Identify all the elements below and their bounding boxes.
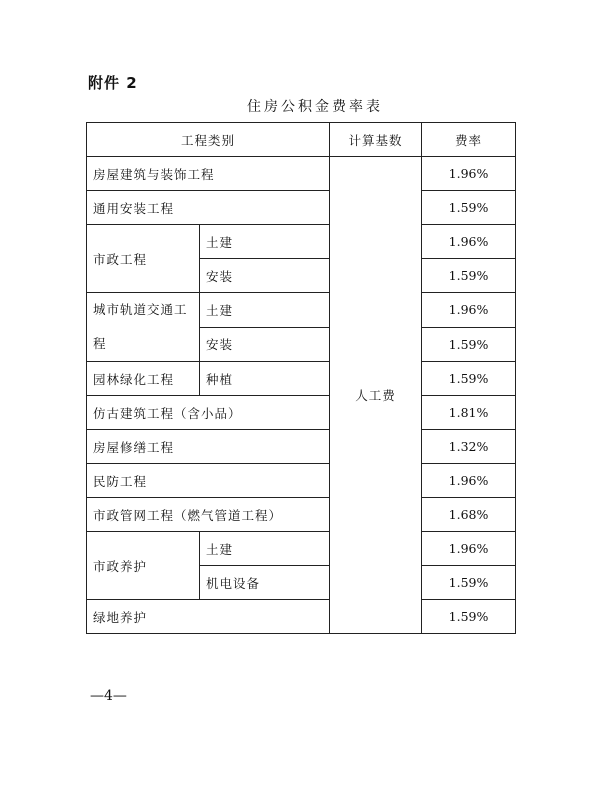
rate-cell: 1.96% xyxy=(422,464,516,498)
subcategory-cell: 土建 xyxy=(200,225,330,259)
table-row xyxy=(87,362,516,396)
table-row xyxy=(87,191,516,225)
table-row xyxy=(87,464,516,498)
category-cell: 房屋建筑与装饰工程 xyxy=(87,157,330,191)
subcategory-cell: 机电设备 xyxy=(200,566,330,600)
table-row xyxy=(87,157,516,191)
category-cell: 绿地养护 xyxy=(87,600,330,634)
subcategory-cell: 土建 xyxy=(200,532,330,566)
table-title: 住房公积金费率表 xyxy=(247,99,383,115)
subcategory-cell: 安装 xyxy=(200,259,330,293)
page-number: —4— xyxy=(90,688,127,704)
rate-cell: 1.59% xyxy=(422,600,516,634)
header-rate: 费率 xyxy=(422,123,516,157)
fee-rate-table xyxy=(86,122,516,634)
rate-cell: 1.59% xyxy=(422,327,516,362)
category-cell: 市政管网工程（燃气管道工程） xyxy=(87,498,330,532)
category-cell: 市政养护 xyxy=(87,532,200,600)
header-category: 工程类别 xyxy=(87,123,330,157)
rate-cell: 1.59% xyxy=(422,191,516,225)
table-row xyxy=(87,293,516,328)
category-cell: 仿古建筑工程（含小品） xyxy=(87,396,330,430)
rate-cell: 1.96% xyxy=(422,532,516,566)
category-cell: 民防工程 xyxy=(87,464,330,498)
header-row xyxy=(87,123,516,157)
table-row xyxy=(87,430,516,464)
table-row xyxy=(87,498,516,532)
table-row xyxy=(87,532,516,566)
rate-cell: 1.32% xyxy=(422,430,516,464)
header-base: 计算基数 xyxy=(330,123,422,157)
base-cell: 人工费 xyxy=(330,157,422,634)
subcategory-cell: 种植 xyxy=(200,362,330,396)
category-cell: 房屋修缮工程 xyxy=(87,430,330,464)
table-row xyxy=(87,600,516,634)
category-cell: 园林绿化工程 xyxy=(87,362,200,396)
rate-cell: 1.96% xyxy=(422,225,516,259)
table-row xyxy=(87,225,516,259)
rate-cell: 1.81% xyxy=(422,396,516,430)
rate-cell: 1.68% xyxy=(422,498,516,532)
rate-cell: 1.59% xyxy=(422,362,516,396)
rate-cell: 1.59% xyxy=(422,566,516,600)
category-cell: 通用安装工程 xyxy=(87,191,330,225)
rate-cell: 1.96% xyxy=(422,157,516,191)
table-row xyxy=(87,396,516,430)
category-cell: 城市轨道交通工程 xyxy=(87,293,200,362)
rate-cell: 1.96% xyxy=(422,293,516,328)
category-cell: 市政工程 xyxy=(87,225,200,293)
subcategory-cell: 安装 xyxy=(200,327,330,362)
rate-cell: 1.59% xyxy=(422,259,516,293)
subcategory-cell: 土建 xyxy=(200,293,330,328)
attachment-label: 附件 2 xyxy=(88,74,138,92)
